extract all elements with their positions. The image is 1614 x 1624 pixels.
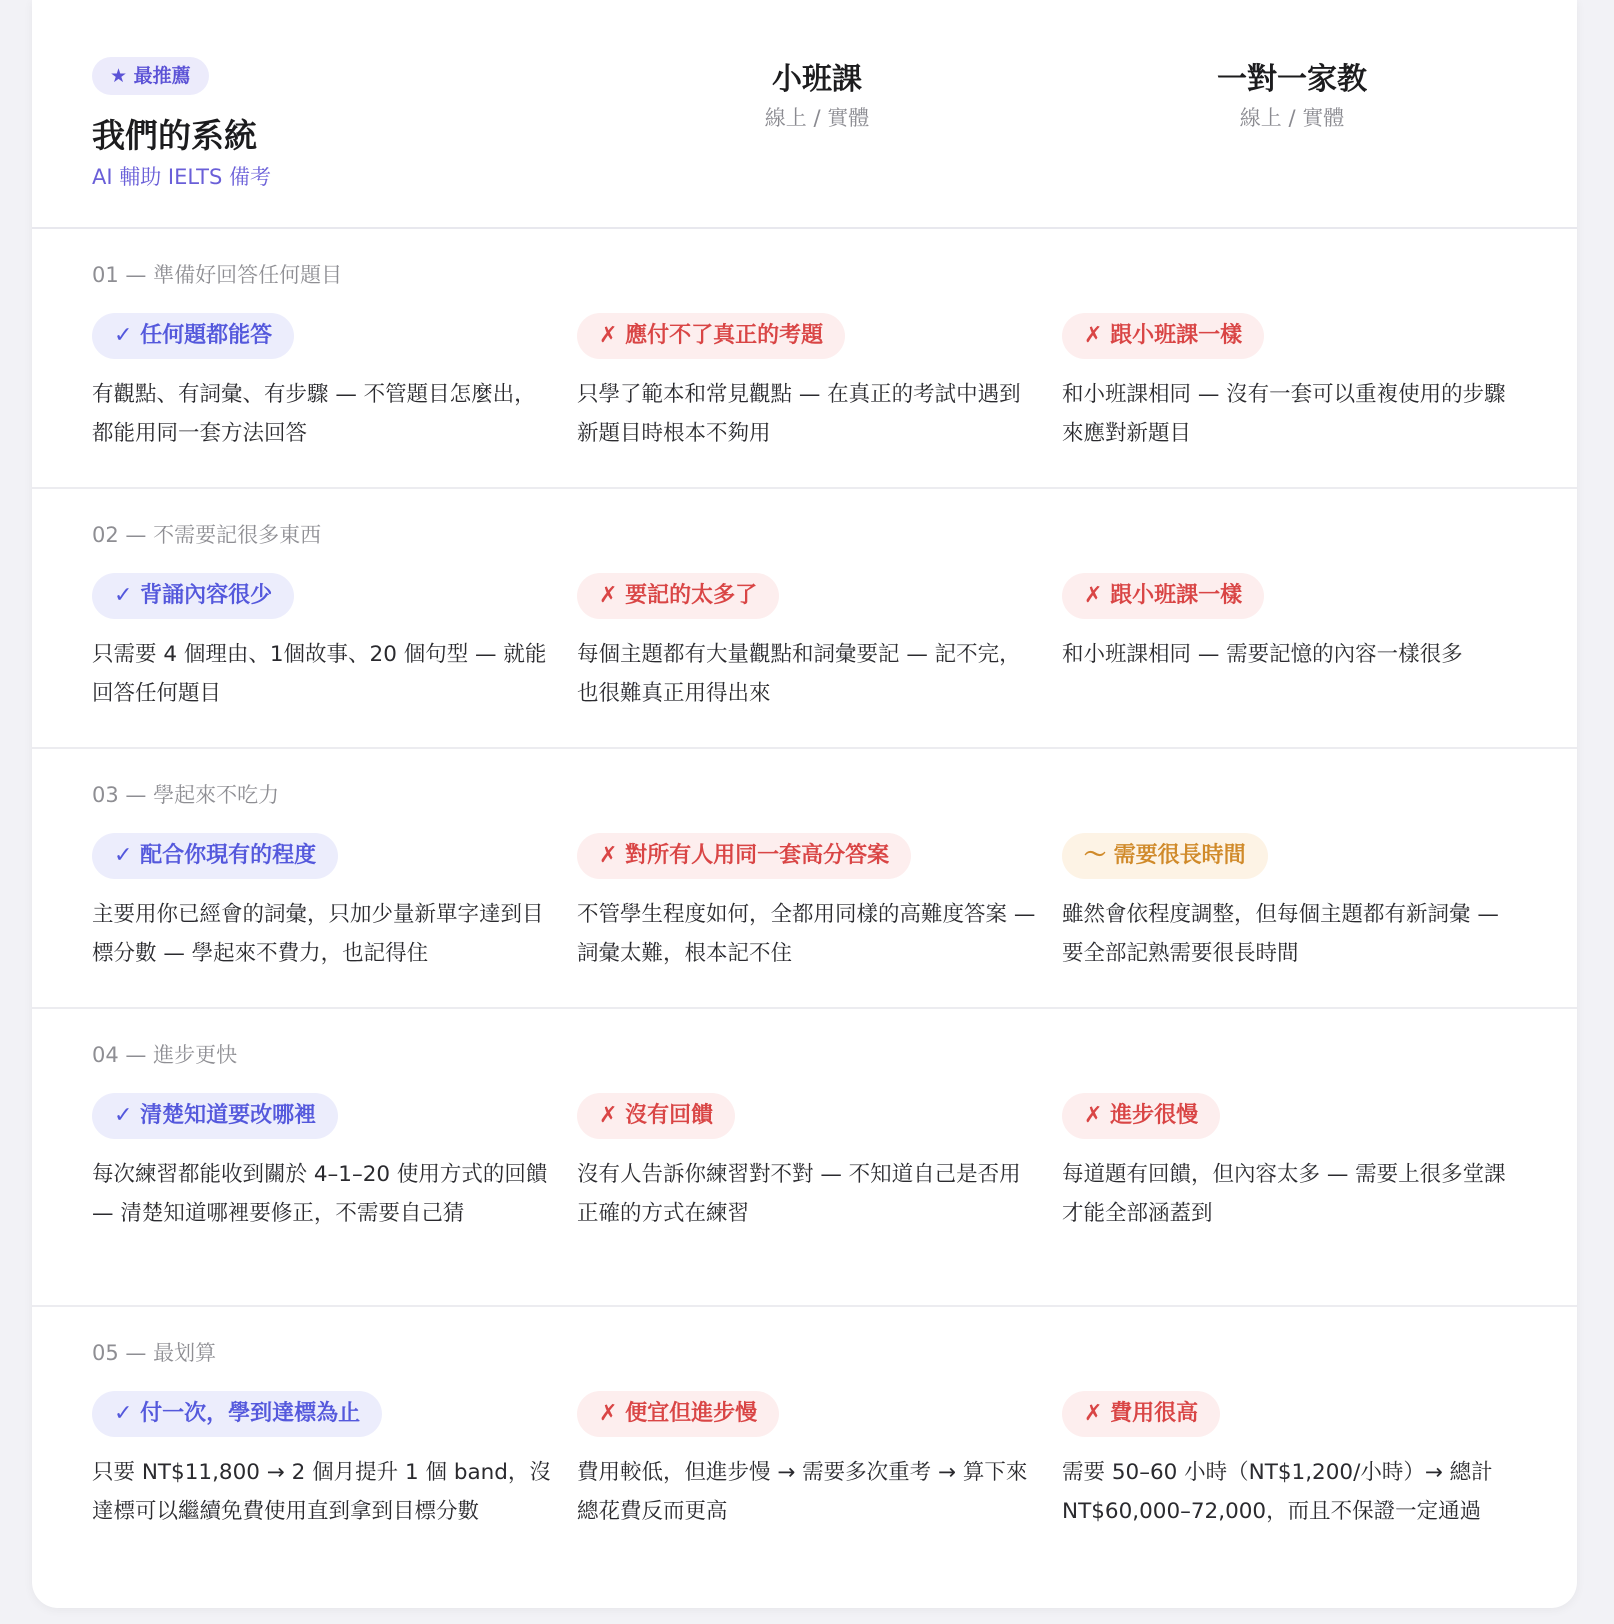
row-label: 01 — 準備好回答任何題目 — [92, 263, 343, 287]
cell-tutor — [1062, 313, 1522, 453]
comparison-row — [32, 229, 1577, 489]
cell-description: 每道題有回饋，但內容太多 — 需要上很多堂課才能全部涵蓋到 — [1062, 1162, 1506, 1226]
cell-small-class — [577, 1391, 1037, 1531]
cell-description: 只學了範本和常見觀點 — 在真正的考試中遇到新題目時根本不夠用 — [577, 382, 1021, 446]
bad-tag: ✗ 沒有回饋 — [577, 1093, 735, 1139]
cell-our-system — [92, 573, 552, 713]
cell-description: 只需要 4 個理由、1個故事、20 個句型 — 就能回答任何題目 — [92, 642, 547, 706]
row-label: 04 — 進步更快 — [92, 1043, 238, 1067]
small-class-subtitle: 線上 / 實體 — [764, 106, 870, 130]
bad-tag: ✗ 跟小班課一樣 — [1062, 573, 1264, 619]
cell-our-system — [92, 1391, 552, 1531]
cell-description: 需要 50–60 小時（NT$1,200/小時）→ 總計 NT$60,000–72,000，而且不保證一定通過 — [1062, 1460, 1493, 1524]
cell-small-class — [577, 313, 1037, 453]
comparison-row — [32, 1307, 1577, 1607]
warning-tag: ～ 需要很長時間 — [1062, 833, 1268, 879]
recommended-badge: ★ 最推薦 — [92, 57, 209, 95]
cell-our-system — [92, 1093, 552, 1233]
good-tag: ✓ 背誦內容很少 — [92, 573, 294, 619]
bad-tag: ✗ 對所有人用同一套高分答案 — [577, 833, 911, 879]
cell-description: 只要 NT$11,800 → 2 個月提升 1 個 band，沒達標可以繼續免費使用直到拿到目標分數 — [92, 1460, 551, 1524]
cell-description: 和小班課相同 — 需要記憶的內容一樣很多 — [1062, 642, 1463, 667]
cell-small-class — [577, 573, 1037, 713]
cell-our-system — [92, 313, 552, 453]
cell-tutor — [1062, 1391, 1522, 1531]
row-label: 03 — 學起來不吃力 — [92, 783, 280, 807]
cell-small-class — [577, 1093, 1037, 1233]
row-label: 02 — 不需要記很多東西 — [92, 523, 322, 547]
cell-tutor — [1062, 1093, 1522, 1233]
bad-tag: ✗ 進步很慢 — [1062, 1093, 1220, 1139]
comparison-row — [32, 1009, 1577, 1307]
bad-tag: ✗ 跟小班課一樣 — [1062, 313, 1264, 359]
cell-description: 每個主題都有大量觀點和詞彙要記 — 記不完，也很難真正用得出來 — [577, 642, 1021, 706]
comparison-header — [32, 0, 1577, 229]
cell-our-system — [92, 833, 552, 973]
good-tag: ✓ 清楚知道要改哪裡 — [92, 1093, 338, 1139]
cell-description: 費用較低，但進步慢 → 需要多次重考 → 算下來總花費反而更高 — [577, 1460, 1028, 1524]
tutor-title: 一對一家教 — [1217, 62, 1367, 97]
cell-description: 有觀點、有詞彙、有步驟 — 不管題目怎麼出，都能用同一套方法回答 — [92, 382, 536, 446]
cell-description: 雖然會依程度調整，但每個主題都有新詞彙 — 要全部記熟需要很長時間 — [1062, 902, 1499, 966]
our-system-subtitle: AI 輔助 IELTS 備考 — [92, 165, 272, 189]
good-tag: ✓ 付一次，學到達標為止 — [92, 1391, 382, 1437]
cell-description: 主要用你已經會的詞彙，只加少量新單字達到目標分數 — 學起來不費力，也記得住 — [92, 902, 544, 966]
comparison-row — [32, 749, 1577, 1009]
tutor-subtitle: 線上 / 實體 — [1239, 106, 1345, 130]
bad-tag: ✗ 應付不了真正的考題 — [577, 313, 845, 359]
small-class-title: 小班課 — [772, 62, 862, 97]
cell-small-class — [577, 833, 1037, 973]
comparison-row — [32, 489, 1577, 749]
cell-description: 和小班課相同 — 沒有一套可以重複使用的步驟來應對新題目 — [1062, 382, 1506, 446]
cell-tutor — [1062, 573, 1522, 674]
bad-tag: ✗ 要記的太多了 — [577, 573, 779, 619]
cell-description: 不管學生程度如何，全都用同樣的高難度答案 — 詞彙太難，根本記不住 — [577, 902, 1036, 966]
cell-tutor — [1062, 833, 1522, 973]
cell-description: 沒有人告訴你練習對不對 — 不知道自己是否用正確的方式在練習 — [577, 1162, 1021, 1226]
row-label: 05 — 最划算 — [92, 1341, 217, 1365]
good-tag: ✓ 任何題都能答 — [92, 313, 294, 359]
bad-tag: ✗ 費用很高 — [1062, 1391, 1220, 1437]
bad-tag: ✗ 便宜但進步慢 — [577, 1391, 779, 1437]
good-tag: ✓ 配合你現有的程度 — [92, 833, 338, 879]
our-system-title: 我們的系統 — [92, 116, 257, 155]
comparison-card — [32, 0, 1577, 1608]
cell-description: 每次練習都能收到關於 4–1–20 使用方式的回饋 — 清楚知道哪裡要修正，不需要自己猜 — [92, 1162, 548, 1226]
